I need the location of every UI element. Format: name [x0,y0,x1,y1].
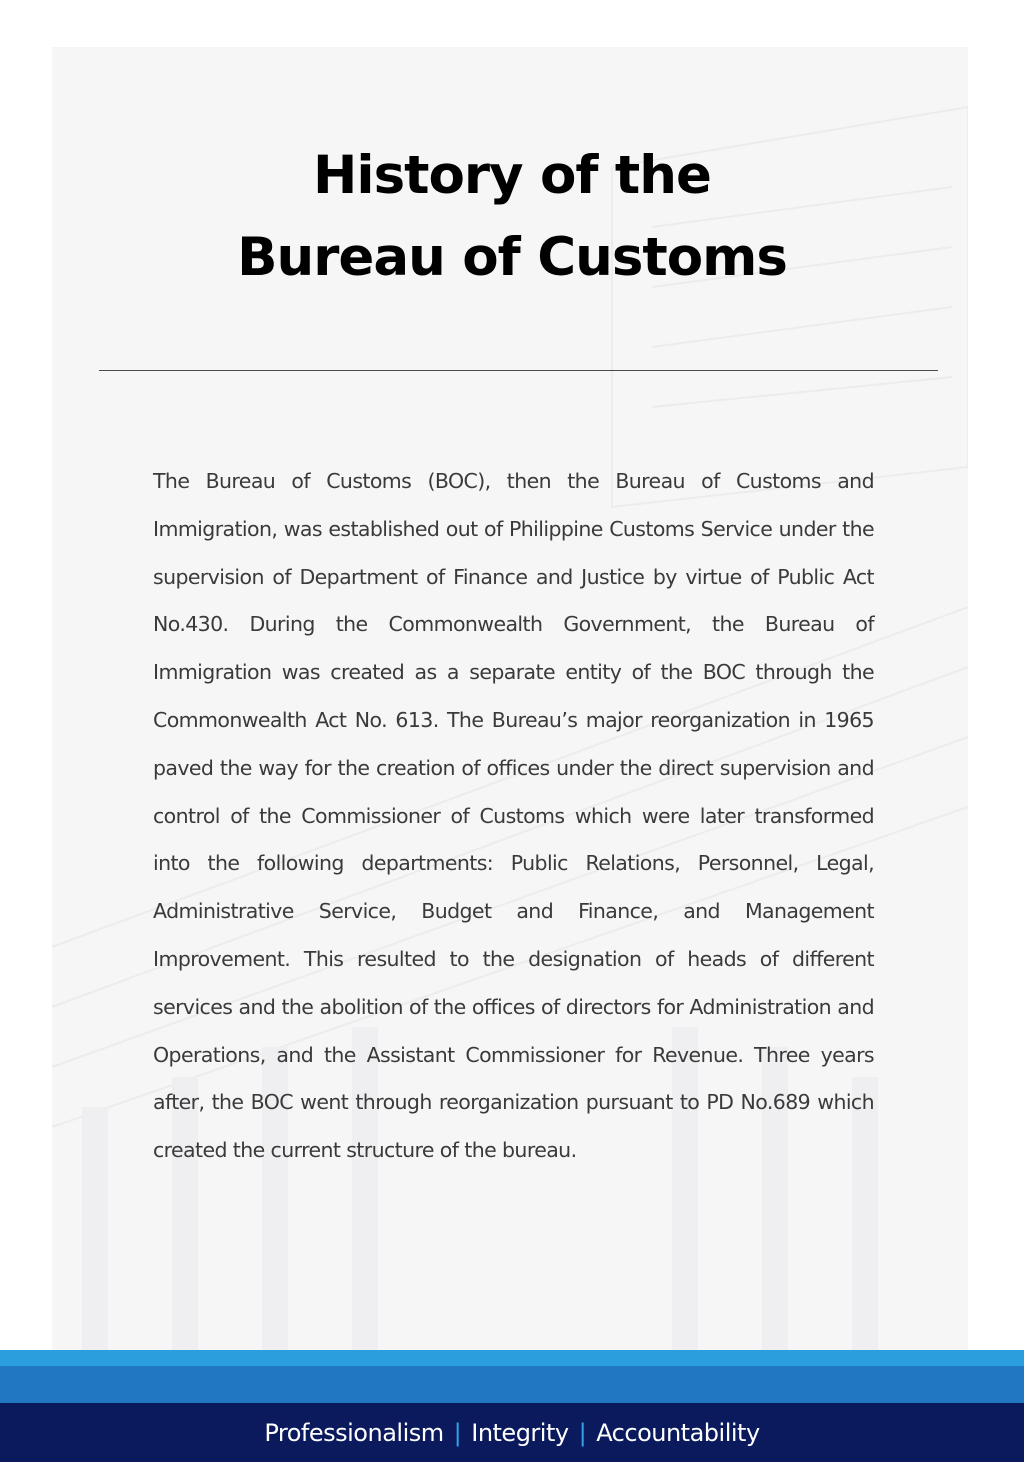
value-accountability: Accountability [596,1418,760,1447]
footer [0,1350,1024,1462]
tagline-separator: | [578,1418,587,1447]
page-title [0,135,1024,299]
title-line-2: Bureau of Customs [237,227,787,288]
history-paragraph: The Bureau of Customs (BOC), then the Bureau of Customs and Immigration, was established out of Philippine Customs Service under the supervision of Department of Finance and Justice by virtue of Public Act No.430. During the Commonwealth Government, the Bureau of Immigration was created as a separate entity of the BOC through the Commonwealth Act No. 613. The Bureau’s major reorganization in 1965 paved the way for the creation of offices under the direct supervision and control of the Commissioner of Customs which were later transformed into the following departments: Public Relations, Personnel, Legal, Administrative Service, Budget and Finance, and Management Improvement. This resulted to the designation of heads of different services and the abolition of the offices of directors for Administration and Operations, and the Assistant Commissioner for Revenue. Three years after, the BOC went through reorganization pursuant to PD No.689 which created the current structure of the bureau. [153,469,874,1163]
core-values-tagline [0,1403,1024,1462]
title-divider [99,370,938,371]
footer-band [0,1403,1024,1462]
title-line-1: History of the [313,145,711,206]
value-professionalism: Professionalism [264,1418,444,1447]
value-integrity: Integrity [471,1418,569,1447]
footer-stripe-mid [0,1366,1024,1403]
footer-stripe-light [0,1350,1024,1366]
tagline-separator: | [453,1418,462,1447]
